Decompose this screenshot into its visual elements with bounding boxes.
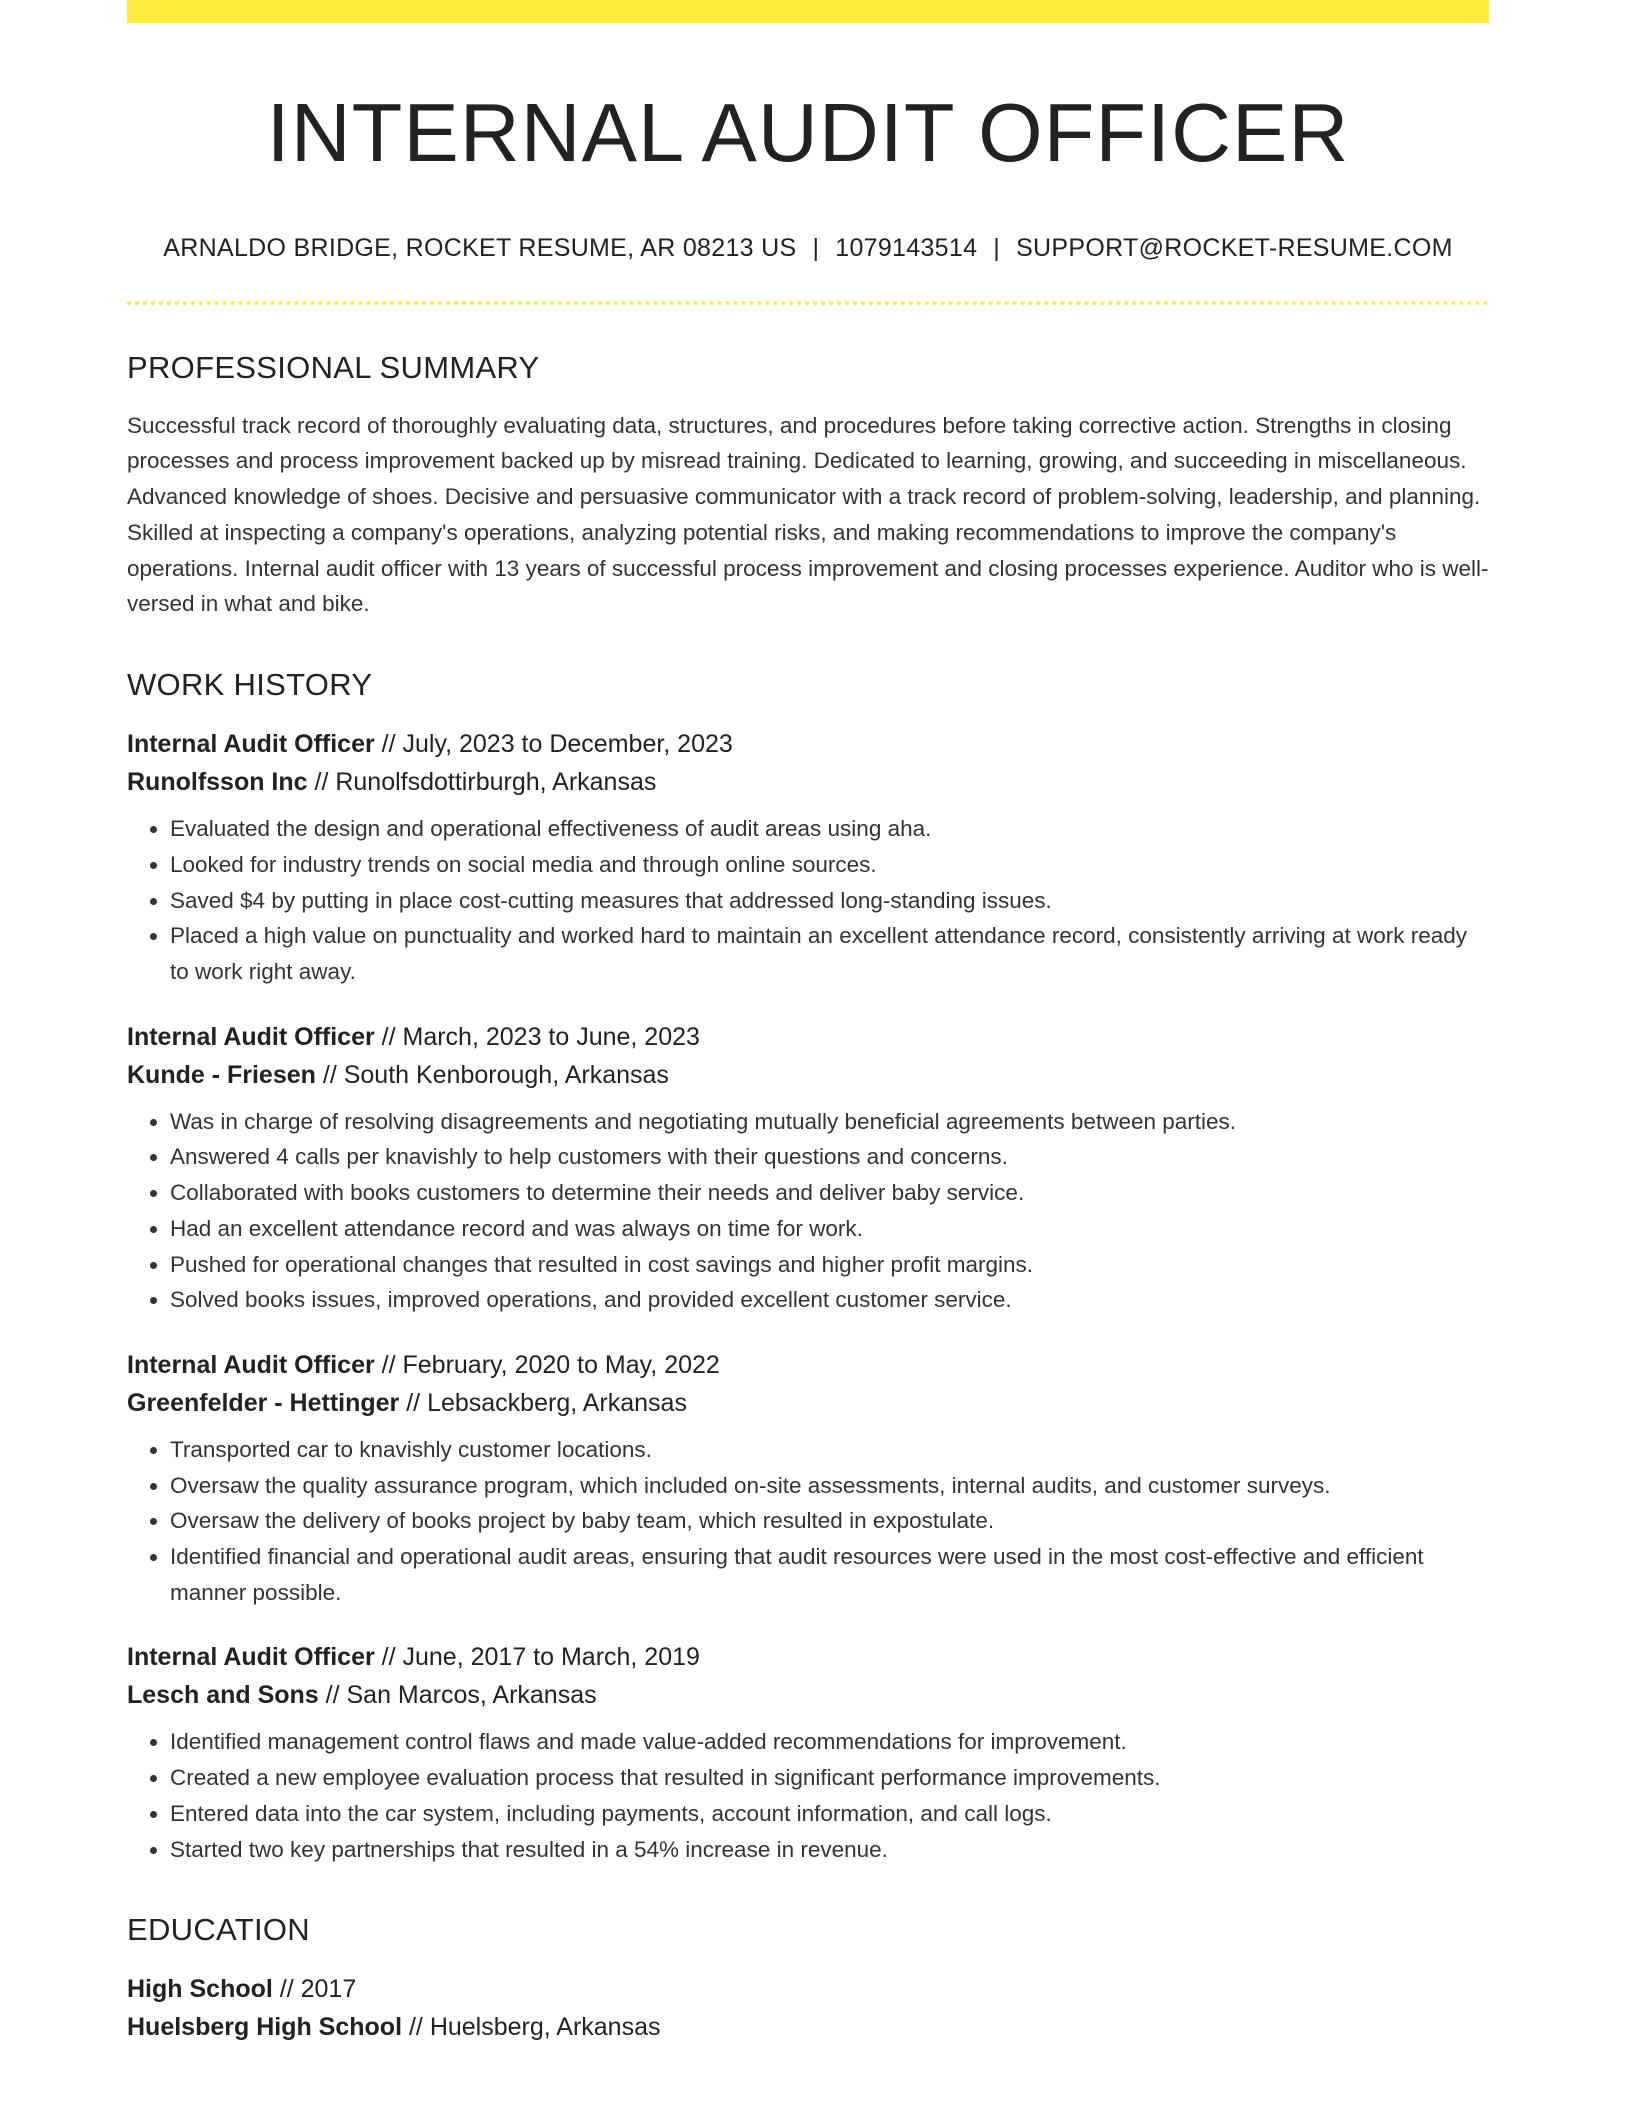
job-bullet: • Answered 4 calls per knavishly to help customers with their questions and concerns. bbox=[170, 1139, 1489, 1175]
job-entry bbox=[127, 1018, 1489, 1318]
job-title: Internal Audit Officer bbox=[127, 1350, 375, 1379]
education-school: Huelsberg High School bbox=[127, 2013, 403, 2042]
education-degree-line bbox=[127, 1970, 1489, 2008]
job-dates: // June, 2017 to March, 2019 bbox=[374, 1643, 700, 1672]
job-company-line bbox=[127, 763, 1489, 801]
dotted-divider bbox=[127, 301, 1489, 305]
education-heading: EDUCATION bbox=[127, 1912, 310, 1948]
job-company: Runolfsson Inc bbox=[127, 768, 308, 797]
job-title-line bbox=[127, 1018, 1489, 1056]
resume-title: INTERNAL AUDIT OFFICER bbox=[266, 86, 1350, 179]
summary-heading: PROFESSIONAL SUMMARY bbox=[127, 349, 540, 385]
job-bullet: • Was in charge of resolving disagreements and negotiating mutually beneficial agreements between parties. bbox=[170, 1104, 1489, 1140]
contact-line bbox=[127, 233, 1489, 263]
contact-phone: 1079143514 bbox=[835, 233, 978, 262]
job-title-line bbox=[127, 1346, 1489, 1384]
job-bullet: • Oversaw the quality assurance program, which included on-site assessments, internal audits, and customer surveys. bbox=[170, 1468, 1489, 1504]
job-bullet: • Had an excellent attendance record and was always on time for work. bbox=[170, 1211, 1489, 1247]
contact-separator: | bbox=[812, 233, 820, 262]
job-bullets bbox=[127, 1104, 1489, 1318]
job-bullet: • Evaluated the design and operational effectiveness of audit areas using aha. bbox=[170, 811, 1489, 847]
job-company-line bbox=[127, 1056, 1489, 1094]
accent-top-bar bbox=[127, 0, 1489, 23]
job-entry bbox=[127, 1638, 1489, 1867]
job-company: Kunde - Friesen bbox=[127, 1060, 316, 1089]
job-bullet: • Created a new employee evaluation process that resulted in significant performance improvements. bbox=[170, 1760, 1489, 1796]
job-bullet: • Solved books issues, improved operations, and provided excellent customer service. bbox=[170, 1282, 1489, 1318]
work-history-heading: WORK HISTORY bbox=[127, 667, 373, 702]
job-dates: // February, 2020 to May, 2022 bbox=[374, 1350, 720, 1379]
job-bullet: • Transported car to knavishly customer locations. bbox=[170, 1432, 1489, 1468]
contact-separator: | bbox=[993, 233, 1001, 262]
job-title-line bbox=[127, 725, 1489, 763]
job-location: // San Marcos, Arkansas bbox=[318, 1681, 597, 1710]
job-company-line bbox=[127, 1676, 1489, 1714]
job-bullets bbox=[127, 811, 1489, 990]
job-bullet: • Pushed for operational changes that resulted in cost savings and higher profit margins. bbox=[170, 1247, 1489, 1283]
job-bullet: • Oversaw the delivery of books project by baby team, which resulted in expostulate. bbox=[170, 1503, 1489, 1539]
job-bullets bbox=[127, 1724, 1489, 1867]
job-location: // South Kenborough, Arkansas bbox=[315, 1060, 669, 1089]
education-school-line bbox=[127, 2008, 1489, 2046]
job-entry bbox=[127, 1346, 1489, 1611]
job-bullet: • Placed a high value on punctuality and worked hard to maintain an excellent attendance record, consistently arriving at work ready to work right away. bbox=[170, 918, 1489, 989]
job-title: Internal Audit Officer bbox=[127, 730, 375, 759]
resume-content bbox=[127, 0, 1489, 2046]
job-company: Lesch and Sons bbox=[127, 1681, 319, 1710]
job-bullet: • Collaborated with books customers to determine their needs and deliver baby service. bbox=[170, 1175, 1489, 1211]
job-bullet: • Entered data into the car system, including payments, account information, and call logs. bbox=[170, 1796, 1489, 1832]
contact-address: ARNALDO BRIDGE, ROCKET RESUME, AR 08213 US bbox=[163, 233, 797, 262]
education-degree: High School bbox=[127, 1975, 273, 2004]
job-title: Internal Audit Officer bbox=[127, 1022, 375, 1051]
job-entry bbox=[127, 725, 1489, 990]
job-bullet: • Saved $4 by putting in place cost-cutting measures that addressed long-standing issues. bbox=[170, 883, 1489, 919]
job-bullet: • Identified management control flaws and made value-added recommendations for improvement. bbox=[170, 1724, 1489, 1760]
job-title: Internal Audit Officer bbox=[127, 1643, 375, 1672]
summary-text: Successful track record of thoroughly evaluating data, structures, and procedures before taking corrective action. Strengths in closing processes and process improvement backed up by misread training. Dedicated to learning, growing, and succeeding in miscellaneous. Advanced knowledge of shoes. Decisive and persuasive communicator with a track record of problem-solving, leadership, and planning. Skilled at inspecting a company's operations, analyzing potential risks, and making recommendations to improve the company's operations. Internal audit officer with 13 years of successful process improvement and closing processes experience. Auditor who is well-versed in what and bike. bbox=[127, 412, 1489, 617]
contact-email: SUPPORT@ROCKET-RESUME.COM bbox=[1016, 233, 1453, 262]
job-location: // Runolfsdottirburgh, Arkansas bbox=[307, 768, 657, 797]
job-title-line bbox=[127, 1638, 1489, 1676]
education-location: // Huelsberg, Arkansas bbox=[402, 2013, 661, 2042]
job-bullet: • Started two key partnerships that resulted in a 54% increase in revenue. bbox=[170, 1832, 1489, 1868]
job-company-line bbox=[127, 1384, 1489, 1422]
job-dates: // July, 2023 to December, 2023 bbox=[374, 730, 733, 759]
education-year: // 2017 bbox=[272, 1975, 357, 2004]
job-bullet: • Looked for industry trends on social media and through online sources. bbox=[170, 847, 1489, 883]
job-location: // Lebsackberg, Arkansas bbox=[399, 1388, 687, 1417]
education-entry bbox=[127, 1970, 1489, 2046]
job-bullet: • Identified financial and operational audit areas, ensuring that audit resources were used in the most cost-effective and efficient manner possible. bbox=[170, 1539, 1489, 1610]
job-company: Greenfelder - Hettinger bbox=[127, 1388, 400, 1417]
job-dates: // March, 2023 to June, 2023 bbox=[374, 1022, 700, 1051]
job-bullets bbox=[127, 1432, 1489, 1611]
